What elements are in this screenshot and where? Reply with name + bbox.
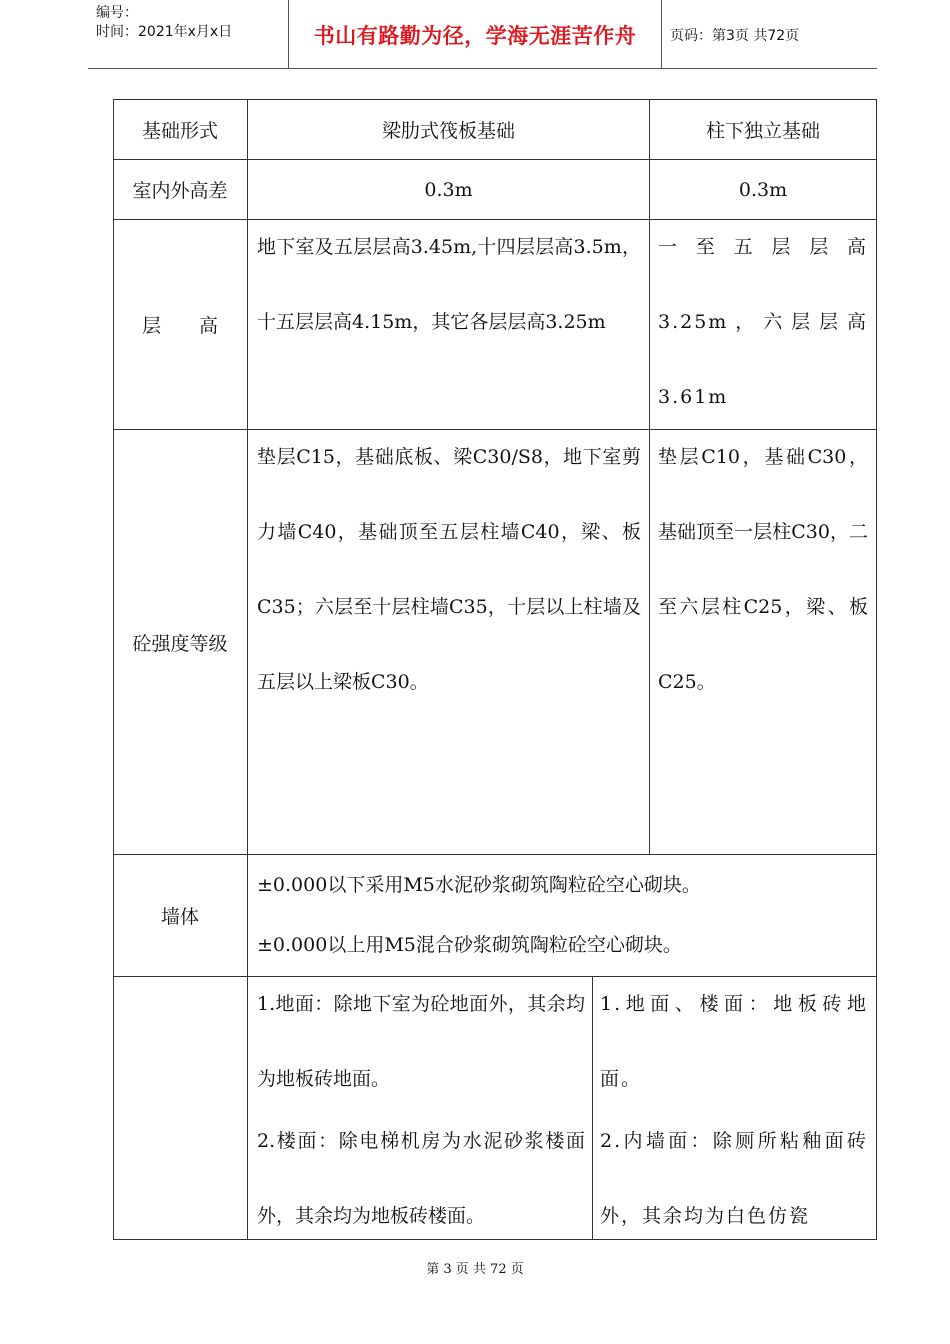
col-header-isolated-foundation: 柱下独立基础 <box>705 119 820 142</box>
spec-table <box>113 99 877 1240</box>
table-border <box>876 99 877 1240</box>
cell-concrete-isolated: 垫层C10，基础C30，基础顶至一层柱C30，二至六层柱C25，梁、板C25。 <box>658 446 868 693</box>
number-label: 编号： <box>96 5 138 21</box>
finish-raft-item-1: 1.地面：除地下室为砼地面外，其余均为地板砖地面。 <box>257 993 585 1090</box>
col-divider <box>592 976 593 1240</box>
cell-finish-isolated <box>600 977 868 1254</box>
row-label-height-diff: 室内外高差 <box>132 180 228 202</box>
wall-line-above-zero: ±0.000以上用M5混合砂浆砌筑陶粒砼空心砌块。 <box>257 934 682 956</box>
header-motto: 书山有路勤为径，学海无涯苦作舟 <box>313 24 637 48</box>
finish-isolated-item-2: 2.内墙面：除厕所粘釉面砖外，其余均为白色仿瓷 <box>600 1130 868 1227</box>
cell-concrete-raft: 垫层C15，基础底板、梁C30/S8，地下室剪力墙C40，基础顶至五层柱墙C40，梁、板C35；六层至十层柱墙C35，十层以上柱墙及五层以上梁板C30。 <box>257 446 641 693</box>
row-label-finish <box>113 977 247 1239</box>
cell-height-diff-raft: 0.3m <box>424 178 473 201</box>
header-meta <box>96 4 286 42</box>
row-label-wall: 墙体 <box>160 906 199 928</box>
cell-finish-raft <box>257 977 585 1254</box>
cell-wall <box>257 855 867 975</box>
row-label-foundation-type: 基础形式 <box>141 119 218 142</box>
page-footer: 第 3 页 共 72 页 <box>426 1262 524 1277</box>
cell-height-diff-isolated: 0.3m <box>738 178 788 201</box>
page-header <box>88 0 877 69</box>
cell-floor-height-isolated: 一至五层层高3.25m，六层层高3.61m <box>658 236 868 408</box>
col-divider <box>247 99 248 1240</box>
time-label: 时间：2021年x月x日 <box>96 24 233 40</box>
row-label-concrete-grade: 砼强度等级 <box>132 632 228 655</box>
finish-raft-item-2: 2.楼面：除电梯机房为水泥砂浆楼面外，其余均为地板砖楼面。 <box>257 1130 585 1227</box>
header-divider <box>661 0 662 68</box>
finish-isolated-item-1: 1.地面、楼面：地板砖地面。 <box>600 993 868 1090</box>
cell-floor-height-raft: 地下室及五层层高3.45m,十四层层高3.5m，十五层层高4.15m，其它各层层高3.25m <box>257 236 641 333</box>
col-header-raft-foundation: 梁肋式筏板基础 <box>381 119 515 142</box>
row-label-floor-height: 层 高 <box>141 315 218 337</box>
header-page-number: 页码：第3页 共72页 <box>670 28 800 44</box>
wall-line-below-zero: ±0.000以下采用M5水泥砂浆砌筑陶粒砼空心砌块。 <box>257 874 701 896</box>
